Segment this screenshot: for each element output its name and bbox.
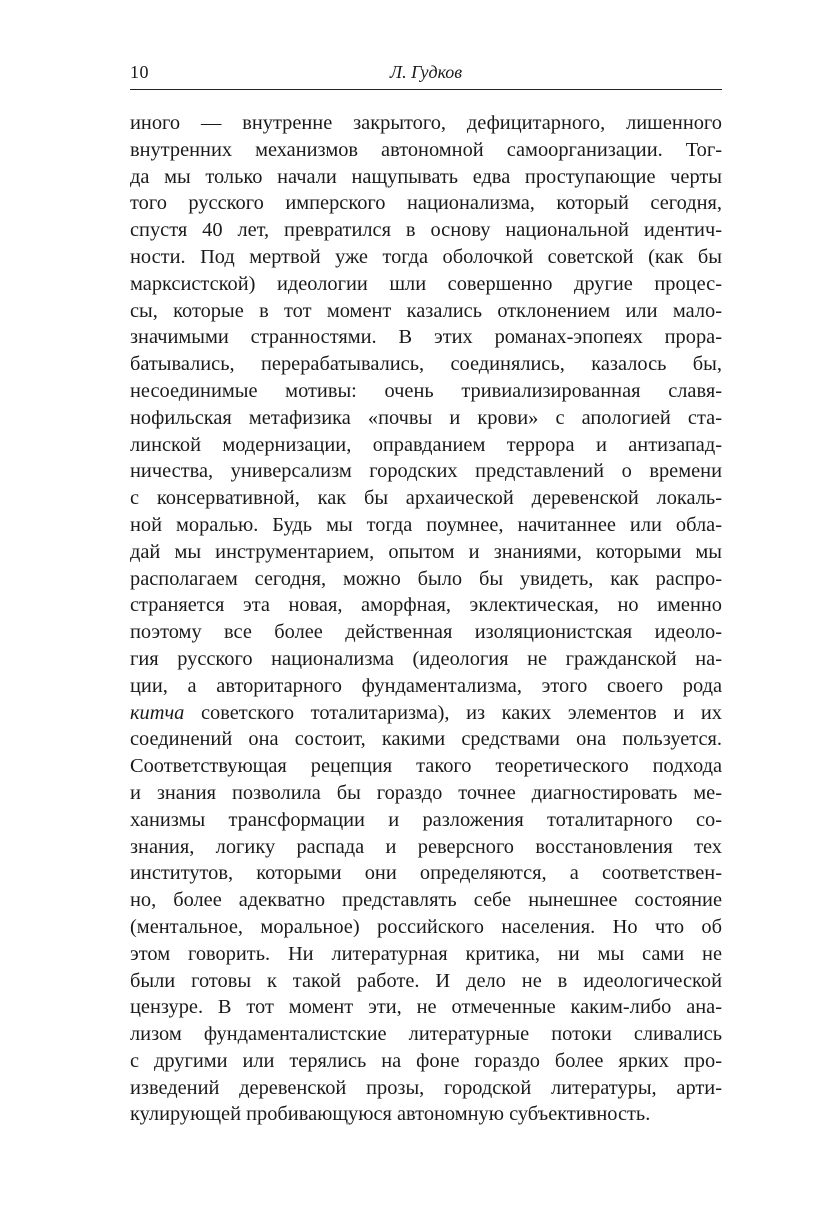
text-line: и знания позволила бы гораздо точнее диагностировать ме- (130, 781, 722, 804)
text-line: соединений она состоит, какими средствами она пользуется. (130, 728, 722, 751)
text-line: того русского имперского национализма, который сегодня, (130, 192, 722, 215)
text-line: этом говорить. Ни литературная критика, ни мы сами не (130, 942, 722, 965)
text-line: сы, которые в тот момент казались отклонением или мало- (130, 299, 722, 322)
text-line-rest: советского тоталитаризма), из каких элементов и их (184, 701, 722, 724)
italic-term: китча (130, 701, 185, 724)
text-line: марксистской) идеологии шли совершенно другие процес- (130, 272, 722, 295)
text-line: знания, логику распада и реверсного восстановления тех (130, 835, 722, 858)
text-line: ничества, универсализм городских представлений о времени (130, 460, 722, 483)
page-number: 10 (130, 62, 149, 82)
body-text (130, 110, 722, 1128)
text-line: были готовы к такой работе. И дело не в идеологической (130, 969, 722, 992)
text-line: несоединимые мотивы: очень тривиализированная славя- (130, 379, 722, 402)
text-line: линской модернизации, оправданием террора и антизапад- (130, 433, 722, 456)
text-line: нофильская метафизика «почвы и крови» с апологией ста- (130, 406, 722, 429)
text-line: спустя 40 лет, превратился в основу национальной идентич- (130, 219, 722, 242)
text-line: институтов, которыми они определяются, а соответствен- (130, 862, 722, 885)
text-line: гия русского национализма (идеология не гражданской на- (130, 647, 722, 670)
text-line: изведений деревенской прозы, городской литературы, арти- (130, 1076, 722, 1099)
text-line: с консервативной, как бы архаической деревенской локаль- (130, 487, 722, 510)
text-line: ности. Под мертвой уже тогда оболочкой советской (как бы (130, 245, 722, 268)
running-title: Л. Гудков (389, 62, 463, 82)
text-line: иного — внутренне закрытого, дефицитарного, лишенного (130, 112, 722, 134)
text-line: цензуре. В тот момент эти, не отмеченные каким-либо ана- (130, 996, 722, 1019)
text-line: но, более адекватно представлять себе нынешнее состояние (130, 889, 722, 912)
text-line: дай мы инструментарием, опытом и знаниями, которыми мы (130, 540, 722, 563)
text-line: кулирующей пробивающуюся автономную субъективность. (130, 1103, 651, 1126)
text-line: располагаем сегодня, можно было бы увидеть, как распро- (130, 567, 722, 590)
text-line: с другими или терялись на фоне гораздо более ярких про- (130, 1049, 722, 1072)
text-line-with-italic (130, 700, 722, 727)
header-rule (130, 89, 722, 90)
text-line: поэтому все более действенная изоляционистская идеоло- (130, 621, 722, 644)
text-line: лизом фундаменталистские литературные потоки сливались (130, 1023, 722, 1046)
text-line: да мы только начали нащупывать едва проступающие черты (130, 165, 722, 188)
text-line: (ментальное, моральное) российского населения. Но что об (130, 915, 722, 938)
text-line: Соответствующая рецепция такого теоретического подхода (130, 755, 722, 778)
running-head (130, 58, 722, 84)
text-line: батывались, перерабатывались, соединялись, казалось бы, (130, 353, 722, 376)
text-line: ции, а авторитарного фундаментализма, этого своего рода (130, 674, 722, 697)
text-line: значимыми странностями. В этих романах-эпопеях прора- (130, 326, 722, 349)
text-line: страняется эта новая, аморфная, эклектическая, но именно (130, 594, 722, 617)
text-line: ной моралью. Будь мы тогда поумнее, начитаннее или обла- (130, 513, 722, 536)
text-line: внутренних механизмов автономной самоорганизации. Тог- (130, 138, 722, 161)
text-line: ханизмы трансформации и разложения тоталитарного со- (130, 808, 722, 831)
